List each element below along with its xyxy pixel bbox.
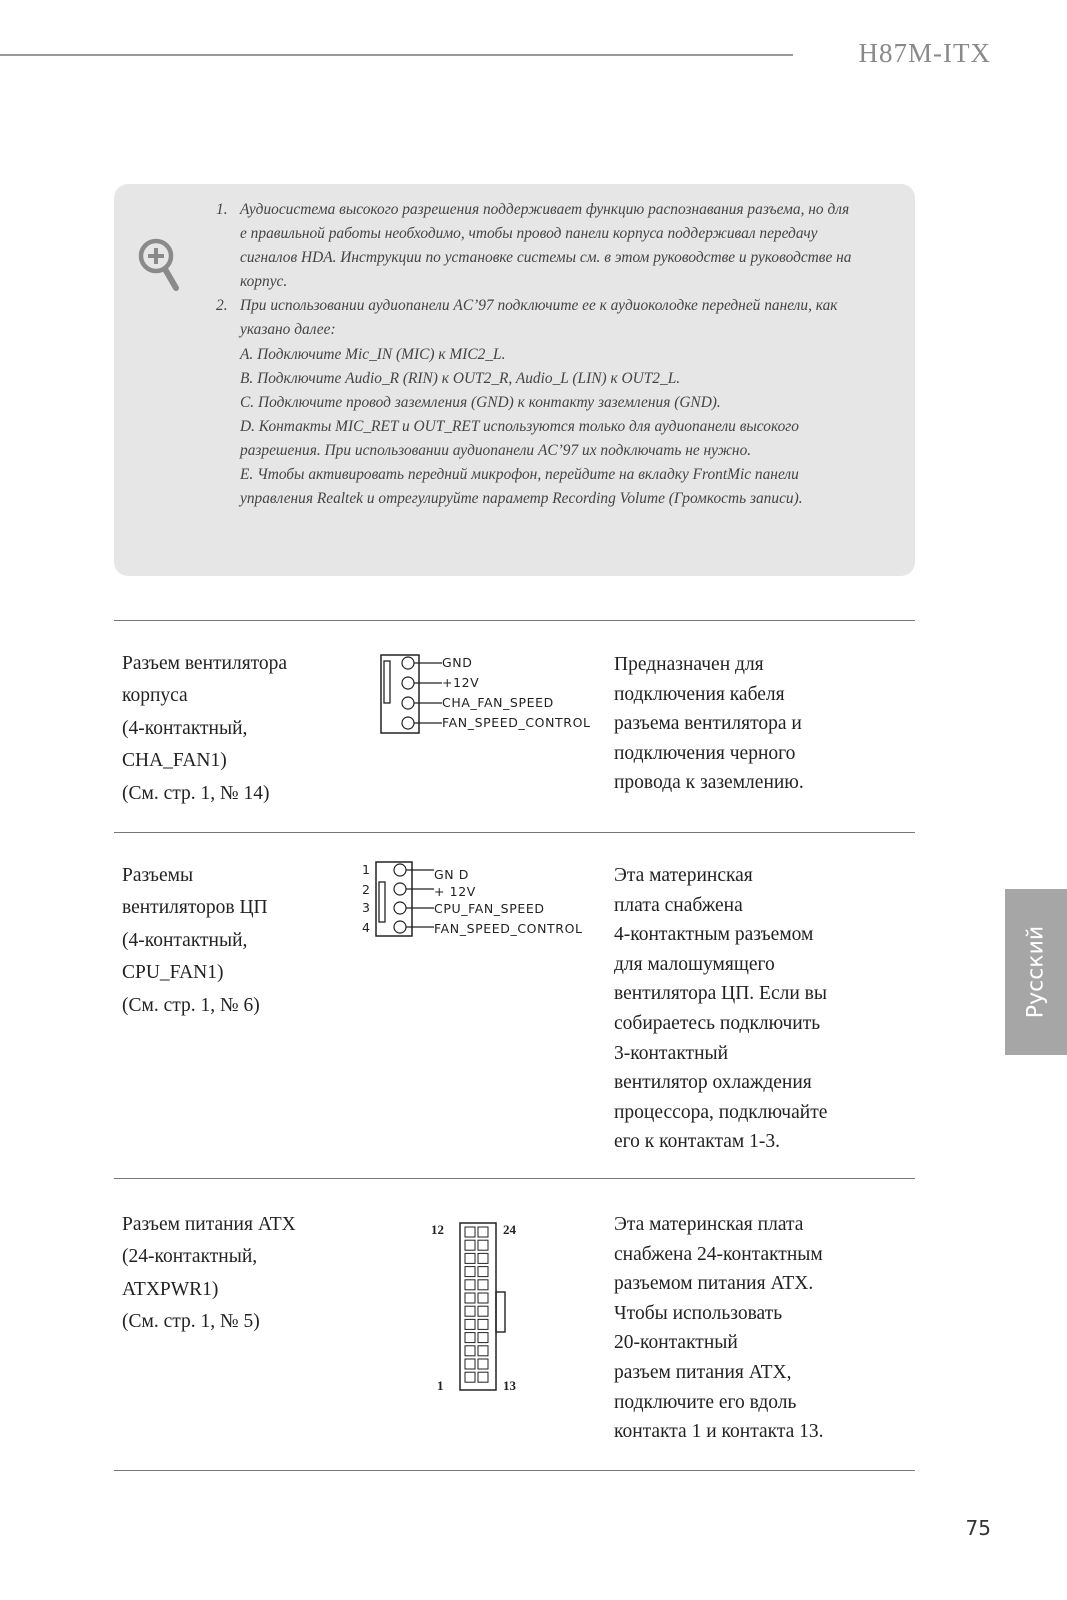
table-rule (114, 1470, 915, 1471)
note-item-text: При использовании аудиопанели AC’97 подключите ее к аудиоколодке передней панели, как указано далее: (240, 297, 838, 339)
atx-pin (465, 1372, 475, 1382)
pin-label: GND (442, 655, 473, 670)
header-rule (0, 54, 793, 56)
atx-power-diagram (425, 1220, 545, 1400)
atx-pin (465, 1359, 475, 1369)
atx-pin (465, 1253, 475, 1263)
cpu-fan-label: Разъемы вентиляторов ЦП (4-контактный, CPU_FAN1) (См. стр. 1, № 6) (122, 865, 268, 1016)
cpu-fan-description: Эта материнская плата снабжена 4-контактным разъемом для малошумящего вентилятора ЦП. Если вы собираетесь подключить 3-контактный вентилятор охлаждения процессора, подключайте его к контактам 1-3. (614, 865, 828, 1153)
pin-label: GN D (434, 867, 470, 882)
pin-number: 24 (503, 1222, 516, 1237)
table-rule (114, 832, 915, 833)
note-item (216, 294, 856, 342)
note-subitem: A. Подключите Mic_IN (MIC) к MIC2_L. (240, 345, 506, 363)
pin-number: 2 (362, 882, 370, 897)
pin-label: CPU_FAN_SPEED (434, 901, 545, 916)
atx-pin (465, 1227, 475, 1237)
pin-number: 1 (437, 1378, 444, 1393)
pin-label: FAN_SPEED_CONTROL (442, 715, 591, 730)
atx-pin (478, 1372, 488, 1382)
atx-pin (478, 1280, 488, 1290)
language-tab (1005, 889, 1067, 1055)
pin-number: 13 (503, 1378, 516, 1393)
atx-pin (465, 1240, 475, 1250)
note-item-number: 1. (216, 201, 228, 218)
pin-number: 4 (362, 920, 370, 935)
atx-pin (478, 1240, 488, 1250)
model-name: H87M-ITX (858, 38, 991, 68)
atx-pin (478, 1293, 488, 1303)
atx-power-description: Эта материнская плата снабжена 24-контактным разъемом питания ATX. Чтобы использовать 20-контактный разъем питания ATX, подключите его вдоль контакта 1 и контакта 13. (614, 1214, 824, 1443)
note-subitem: C. Подключите провод заземления (GND) к контакту заземления (GND). (240, 393, 721, 411)
atx-power-label: Разъем питания ATX (24-контактный, ATXPWR1) (См. стр. 1, № 5) (122, 1214, 296, 1333)
pin-number: 1 (362, 862, 370, 877)
cpu-fan-diagram (362, 860, 602, 940)
atx-pin (465, 1319, 475, 1329)
atx-pin (478, 1319, 488, 1329)
language-tab-label: Русский (1023, 925, 1049, 1019)
cha-fan-label: Разъем вентилятора корпуса (4-контактный, CHA_FAN1) (См. стр. 1, № 14) (122, 653, 288, 804)
atx-pin (465, 1280, 475, 1290)
atx-pin (478, 1359, 488, 1369)
note-list (216, 198, 856, 511)
pin-label: CHA_FAN_SPEED (442, 695, 554, 710)
pin-label: +12V (442, 675, 480, 690)
atx-pin (478, 1333, 488, 1343)
atx-pin (465, 1346, 475, 1356)
note-item (216, 198, 856, 294)
atx-pin (478, 1227, 488, 1237)
pin-number: 3 (362, 900, 370, 915)
magnifier-plus-icon (138, 238, 182, 296)
atx-pin (478, 1346, 488, 1356)
cha-fan-description: Предназначен для подключения кабеля разъема вентилятора и подключения черного провода к заземлению. (614, 654, 804, 794)
note-item-number: 2. (216, 297, 228, 315)
atx-pin (465, 1267, 475, 1277)
pin-label: + 12V (434, 884, 476, 899)
atx-pin (465, 1333, 475, 1343)
cha-fan-diagram (380, 652, 605, 736)
table-rule (114, 620, 915, 621)
note-subitem: E. Чтобы активировать передний микрофон, перейдите на вкладку FrontMic панели управления Realtek и отрегулируйте параметр Recording Volume (Громкость записи). (240, 466, 803, 508)
table-rule (114, 1178, 915, 1179)
atx-pin (465, 1306, 475, 1316)
atx-pin (478, 1267, 488, 1277)
page-number: 75 (965, 1516, 991, 1540)
note-item-text: Аудиосистема высокого разрешения поддерживает функцию распознавания разъема, но для е правильной работы необходимо, чтобы провод панели корпуса поддерживал передачу сигналов HDA. Инструкции по установке системы см. в этом руководстве и руководстве на корпус. (240, 201, 852, 291)
pin-number: 12 (431, 1222, 444, 1237)
pin-label: FAN_SPEED_CONTROL (434, 921, 583, 936)
note-subitem: D. Контакты MIC_RET и OUT_RET используются только для аудиопанели высокого разрешения. При использовании аудиопанели AC’97 их подключать не нужно. (240, 417, 799, 459)
atx-pin (478, 1253, 488, 1263)
atx-pin (478, 1306, 488, 1316)
atx-pin (465, 1293, 475, 1303)
note-subitem: B. Подключите Audio_R (RIN) к OUT2_R, Audio_L (LIN) к OUT2_L. (240, 369, 681, 387)
